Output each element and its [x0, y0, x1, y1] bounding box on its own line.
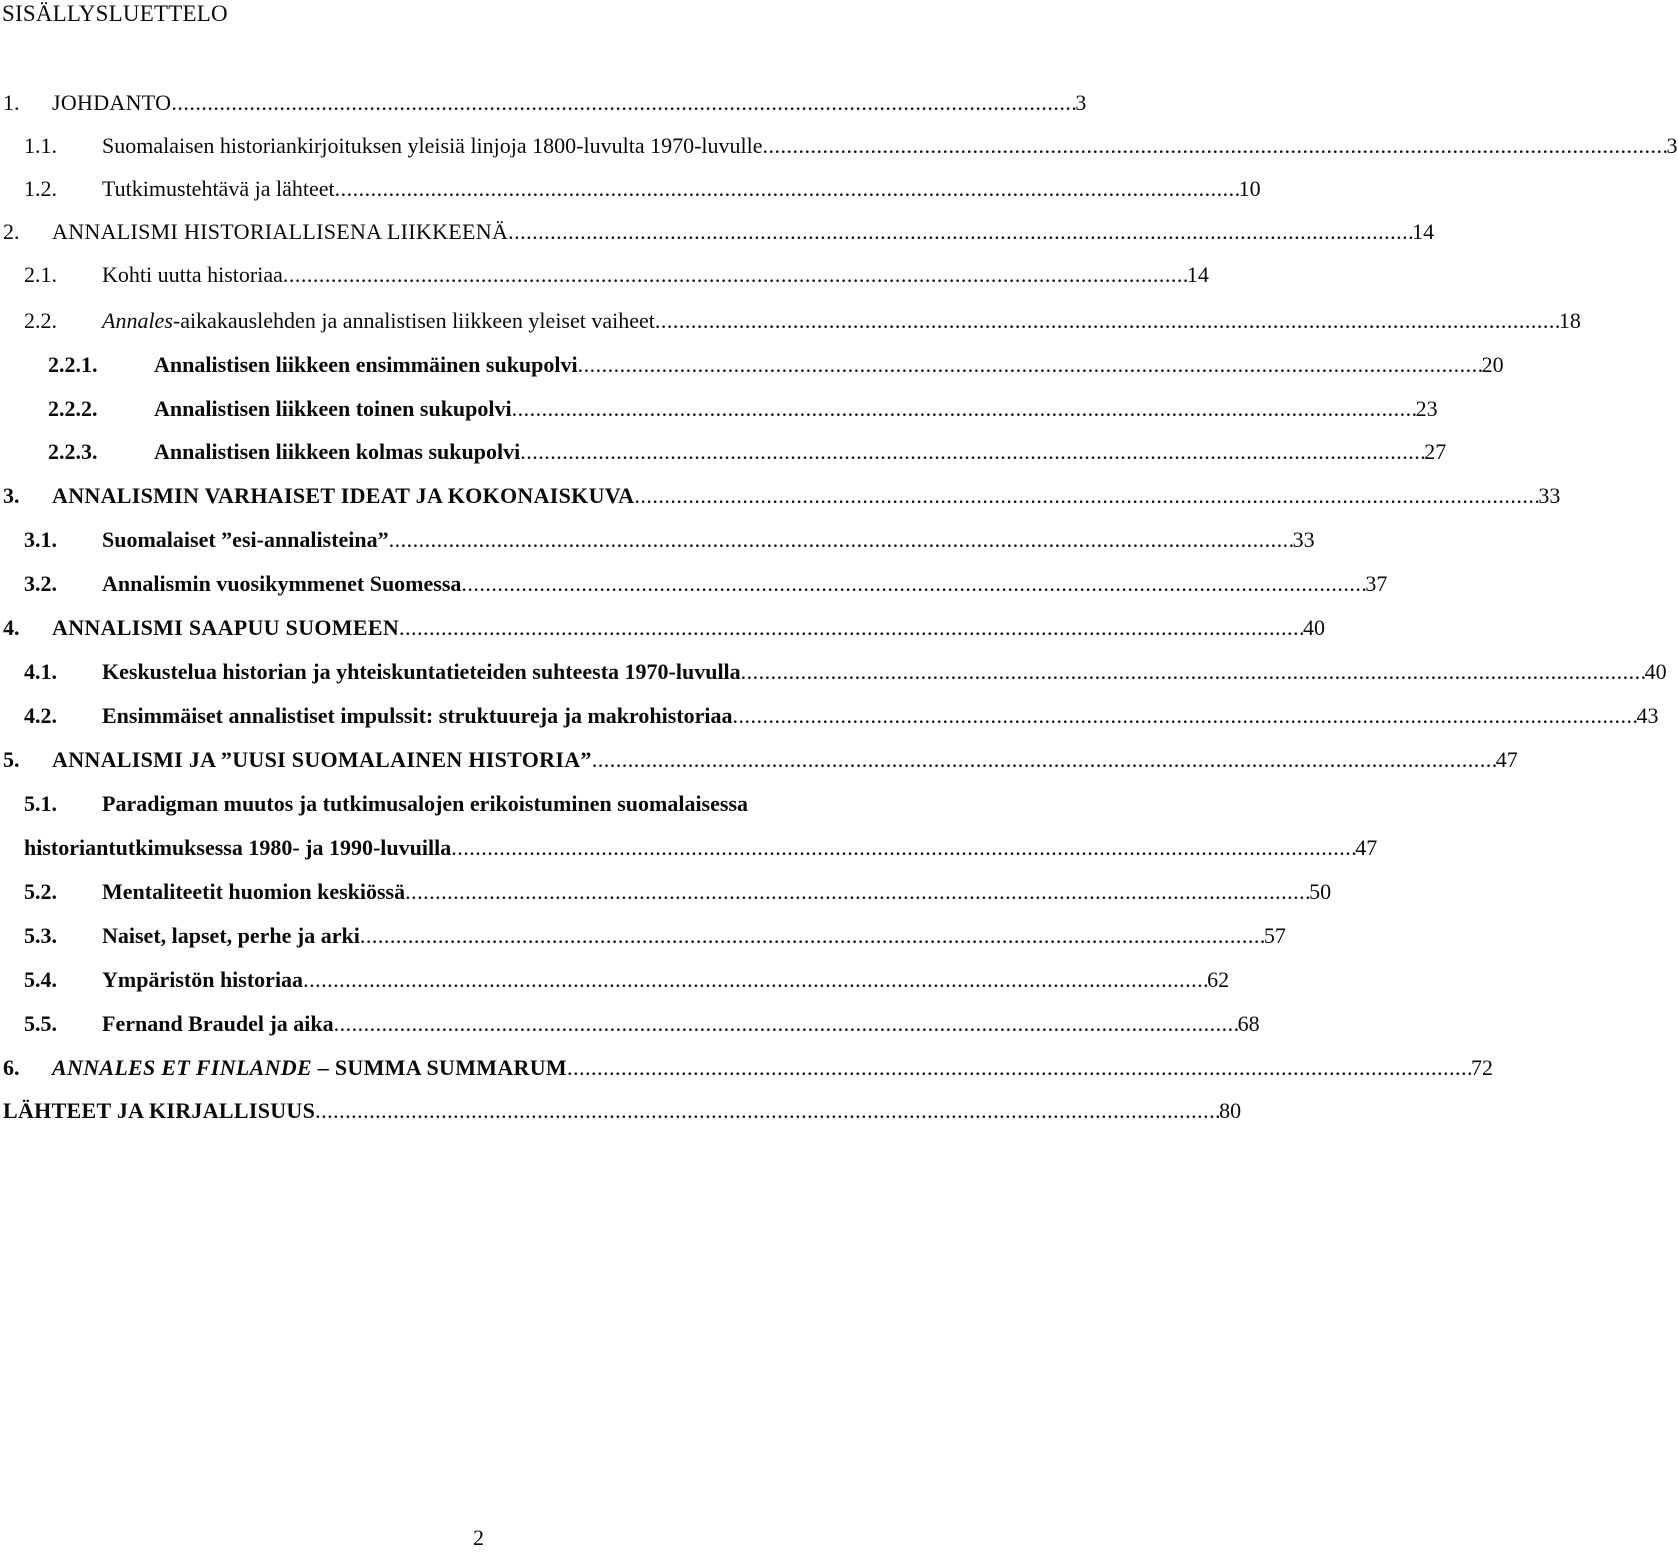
- toc-entry-page: 47: [1495, 747, 1518, 772]
- toc-entry-title: Suomalaisen historiankirjoituksen yleisiä linjoja 1800-luvulta 1970-luvulle: [102, 133, 763, 158]
- toc-entry-number: 4.1.: [24, 659, 57, 684]
- toc-entry-page: 57: [1263, 923, 1286, 948]
- toc-entry-page: 43: [1636, 703, 1659, 728]
- toc-entry-page: 23: [1415, 396, 1438, 421]
- toc-entry-4[interactable]: [3, 613, 1326, 643]
- toc-entry-2-2-1[interactable]: [48, 350, 1504, 380]
- toc-entry-title: LÄHTEET JA KIRJALLISUUS: [3, 1098, 316, 1123]
- dot-leader: [592, 745, 1495, 775]
- toc-entry-title: [52, 1053, 567, 1083]
- toc-entry-number: 4.: [3, 615, 20, 640]
- dot-leader: [461, 569, 1364, 599]
- toc-entry-title: Annalistisen liikkeen ensimmäinen sukupolvi: [154, 352, 578, 377]
- toc-entry-4-2[interactable]: [24, 701, 1659, 731]
- toc-entry-5-1-line2[interactable]: [24, 833, 1378, 863]
- toc-entry-title: Ympäristön historiaa: [102, 967, 304, 992]
- toc-entry-2-2-3[interactable]: [48, 437, 1447, 467]
- dot-leader: [520, 437, 1423, 467]
- dot-leader: [451, 833, 1354, 863]
- toc-entry-5-1-line1[interactable]: [24, 789, 965, 819]
- toc-entry-number: 1.: [3, 90, 20, 115]
- toc-entry-title: ANNALISMI SAAPUU SUOMEEN: [52, 615, 400, 640]
- journal-title-italic: Annales: [102, 308, 173, 333]
- toc-entry-johdanto[interactable]: [3, 88, 1087, 118]
- dot-leader: [303, 965, 1206, 995]
- toc-entry-lahteet[interactable]: [3, 1096, 1242, 1126]
- toc-entry-title: ANNALISMI JA ”UUSI SUOMALAINEN HISTORIA”: [52, 747, 592, 772]
- dot-leader: [512, 394, 1415, 424]
- dot-leader: [360, 921, 1263, 951]
- toc-entry-number: 5.5.: [24, 1011, 57, 1036]
- toc-entry-title-continued: historiantutkimuksessa 1980- ja 1990-luvuilla: [24, 835, 452, 860]
- toc-entry-title: Annalistisen liikkeen kolmas sukupolvi: [154, 439, 521, 464]
- toc-entry-page: 3: [1666, 133, 1678, 158]
- toc-entry-page: 40: [1303, 615, 1326, 640]
- dot-leader: [655, 306, 1558, 336]
- toc-entry-number: 2.2.3.: [48, 439, 98, 464]
- dot-leader: [741, 657, 1644, 687]
- toc-entry-5-3[interactable]: [24, 921, 1286, 951]
- toc-entry-4-1[interactable]: [24, 657, 1667, 687]
- dot-leader: [733, 701, 1636, 731]
- toc-entry-5-4[interactable]: [24, 965, 1230, 995]
- toc-entry-number: 5.1.: [24, 791, 57, 816]
- toc-entry-page: 27: [1424, 439, 1447, 464]
- toc-entry-page: 3: [1075, 90, 1087, 115]
- toc-entry-3-1[interactable]: [24, 525, 1315, 555]
- toc-entry-number: 6.: [3, 1055, 20, 1080]
- toc-entry-1-1[interactable]: [24, 131, 1678, 161]
- toc-entry-page: 33: [1538, 483, 1561, 508]
- toc-entry-title: Keskustelua historian ja yhteiskuntatieteiden suhteesta 1970-luvulla: [102, 659, 741, 684]
- toc-entry-title: JOHDANTO: [52, 90, 172, 115]
- toc-entry-number: 5.: [3, 747, 20, 772]
- toc-entry-title: Suomalaiset ”esi-annalisteina”: [102, 527, 389, 552]
- toc-entry-page: 62: [1207, 967, 1230, 992]
- dot-leader: [567, 1053, 1470, 1083]
- page-title: SISÄLLYSLUETTELO: [2, 1, 228, 26]
- toc-entry-title: Naiset, lapset, perhe ja arki: [102, 923, 360, 948]
- toc-entry-page: 40: [1644, 659, 1667, 684]
- toc-entry-title: ANNALISMI HISTORIALLISENA LIIKKEENÄ: [52, 219, 509, 244]
- toc-entry-title: Ensimmäiset annalistiset impulssit: struktuureja ja makrohistoriaa: [102, 703, 733, 728]
- dot-leader: [405, 877, 1308, 907]
- toc-entry-2-2[interactable]: [24, 306, 1581, 336]
- toc-entry-page: 37: [1365, 571, 1388, 596]
- dot-leader: [578, 350, 1481, 380]
- toc-entry-title: ANNALISMIN VARHAISET IDEAT JA KOKONAISKUVA: [52, 483, 635, 508]
- toc-entry-title-rest: – SUMMA SUMMARUM: [311, 1055, 567, 1080]
- toc-entry-page: 14: [1412, 219, 1435, 244]
- toc-entry-number: 2.2.2.: [48, 396, 98, 421]
- toc-entry-title-italic: ANNALES ET FINLANDE: [52, 1055, 312, 1080]
- dot-leader: [283, 260, 1186, 290]
- toc-entry-page: 80: [1219, 1098, 1242, 1123]
- toc-entry-title: Annalismin vuosikymmenet Suomessa: [102, 571, 462, 596]
- toc-entry-page: 33: [1292, 527, 1315, 552]
- toc-entry-3-2[interactable]: [24, 569, 1388, 599]
- toc-entry-5[interactable]: [3, 745, 1518, 775]
- dot-leader: [335, 174, 1238, 204]
- toc-entry-5-2[interactable]: [24, 877, 1332, 907]
- toc-entry-number: 3.: [3, 483, 20, 508]
- dot-leader: [171, 88, 1074, 118]
- toc-entry-page: 68: [1237, 1011, 1260, 1036]
- dot-leader: [763, 131, 1666, 161]
- toc-entry-number: 1.1.: [24, 133, 57, 158]
- toc-entry-title: Tutkimustehtävä ja lähteet: [102, 176, 335, 201]
- dot-leader: [399, 613, 1302, 643]
- toc-entry-number: 1.2.: [24, 176, 57, 201]
- toc-entry-number: 4.2.: [24, 703, 57, 728]
- toc-entry-page: 10: [1238, 176, 1261, 201]
- toc-entry-title: Kohti uutta historiaa: [102, 262, 283, 287]
- toc-entry-title: [102, 306, 655, 336]
- toc-entry-page: 72: [1470, 1055, 1493, 1080]
- toc-entry-title-rest: -aikakauslehden ja annalistisen liikkeen yleiset vaiheet: [172, 308, 655, 333]
- toc-entry-page: 18: [1558, 308, 1581, 333]
- toc-entry-2-1[interactable]: [24, 260, 1209, 290]
- toc-entry-page: 14: [1186, 262, 1209, 287]
- toc-entry-2[interactable]: [3, 217, 1435, 247]
- toc-entry-page: 20: [1481, 352, 1504, 377]
- toc-entry-3[interactable]: [3, 481, 1561, 511]
- toc-entry-number: 2.2.: [24, 308, 57, 333]
- toc-entry-2-2-2[interactable]: [48, 394, 1438, 424]
- dot-leader: [634, 481, 1537, 511]
- toc-entry-title: Fernand Braudel ja aika: [102, 1011, 334, 1036]
- toc-entry-number: 2.: [3, 219, 20, 244]
- toc-entry-number: 2.2.1.: [48, 352, 98, 377]
- toc-entry-title: Paradigman muutos ja tutkimusalojen erikoistuminen suomalaisessa: [102, 791, 749, 816]
- toc-entry-number: 2.1.: [24, 262, 57, 287]
- dot-leader: [315, 1096, 1218, 1126]
- toc-entry-title: Mentaliteetit huomion keskiössä: [102, 879, 406, 904]
- toc-entry-number: 5.2.: [24, 879, 57, 904]
- dot-leader: [389, 525, 1292, 555]
- toc-entry-number: 5.3.: [24, 923, 57, 948]
- toc-entry-number: 3.1.: [24, 527, 57, 552]
- dot-leader: [508, 217, 1411, 247]
- toc-entry-1-2[interactable]: [24, 174, 1261, 204]
- toc-entry-number: 5.4.: [24, 967, 57, 992]
- toc-entry-number: 3.2.: [24, 571, 57, 596]
- toc-entry-page: 50: [1309, 879, 1332, 904]
- page-number: 2: [473, 1525, 484, 1550]
- toc-entry-page: 47: [1355, 835, 1378, 860]
- toc-entry-5-5[interactable]: [24, 1009, 1260, 1039]
- toc-entry-6[interactable]: [3, 1053, 1493, 1083]
- toc-entry-title: Annalistisen liikkeen toinen sukupolvi: [154, 396, 512, 421]
- dot-leader: [334, 1009, 1237, 1039]
